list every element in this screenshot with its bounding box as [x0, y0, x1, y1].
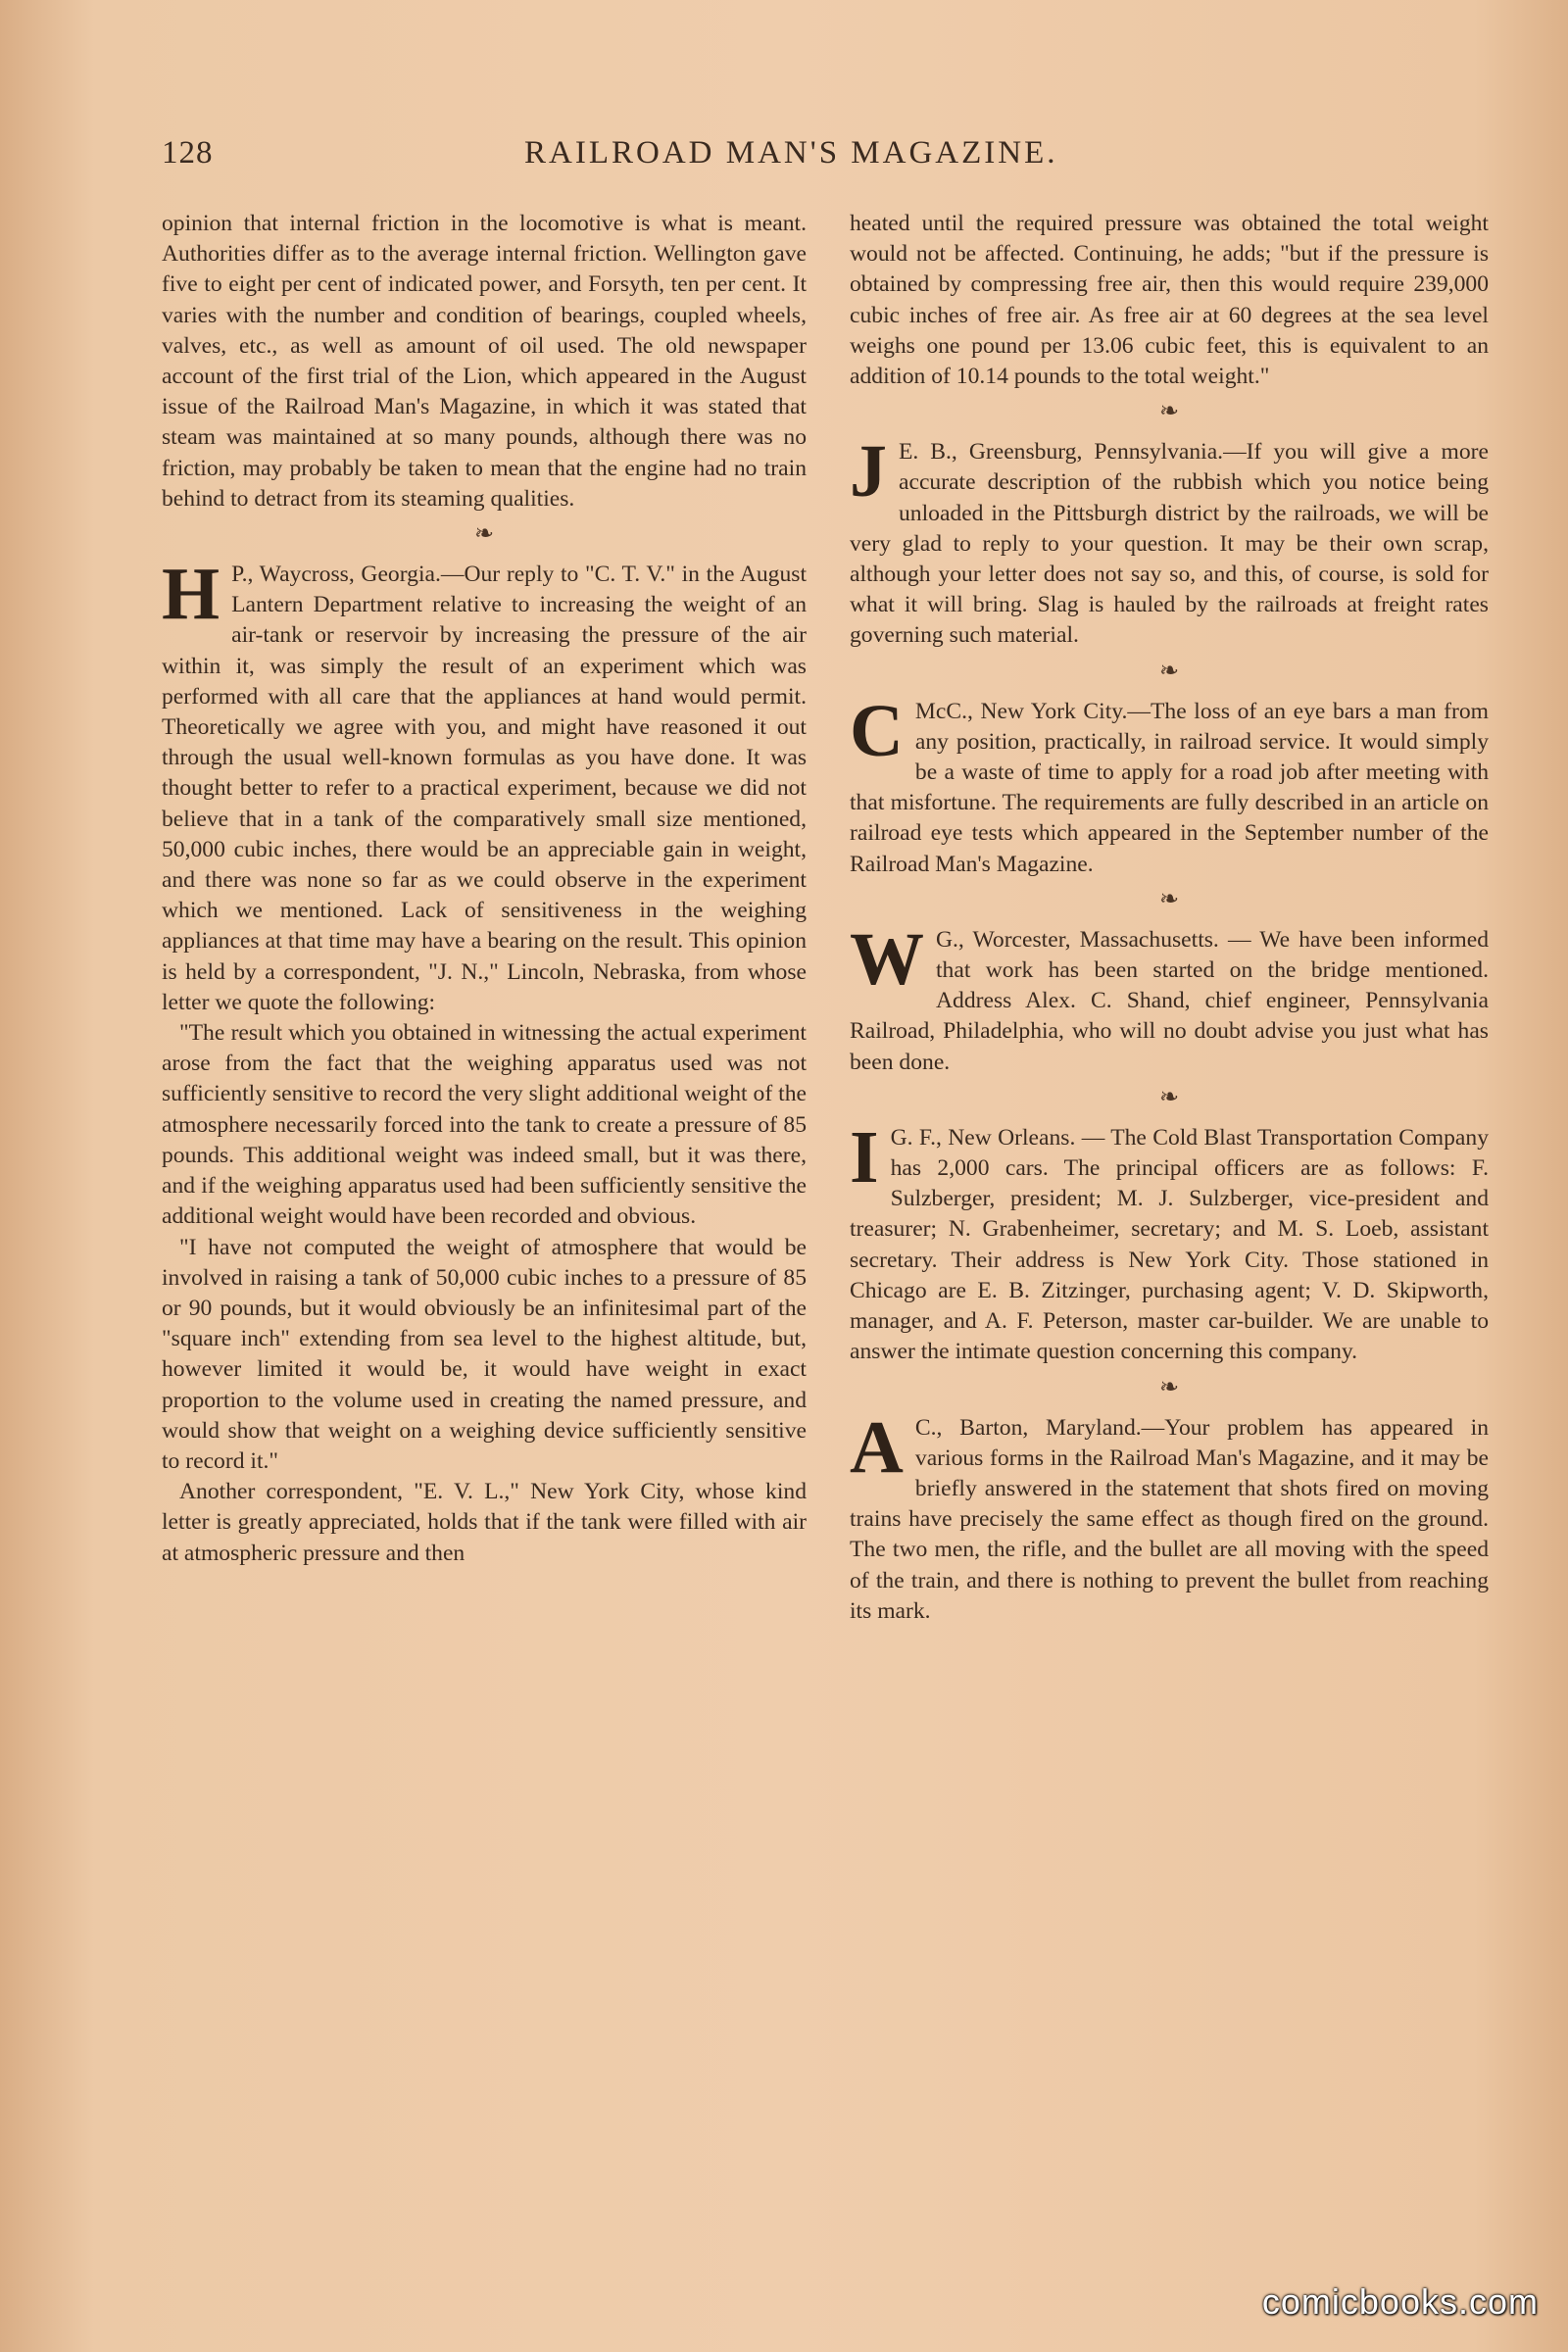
entry-text: E. B., Greensburg, Pennsylvania.—If you will give a more accurate description of the rubbish which you notice being unloaded in the Pittsburgh district by the railroads, we will be very glad to reply to your question. It may be their own scrap, although your letter does not say so, and this, of course, is sold for what it will bring. Slag is hauled by the railroads at freight rates governing such material. [850, 439, 1489, 649]
dropcap: A [850, 1405, 904, 1489]
answer-entry [850, 917, 1489, 1078]
right-column [850, 209, 1489, 1627]
answer-entry [850, 430, 1489, 651]
entry-text: McC., New York City.—The loss of an eye bars a man from any position, practically, in railroad service. It would simply be a waste of time to apply for a road job after meeting with that misfortune. The requirements are fully described in an article on railroad eye tests which appeared in the September number of the Railroad Man's Magazine. [850, 698, 1489, 877]
opening-paragraph: opinion that internal friction in the locomotive is what is meant. Authorities differ as to the average internal friction. Wellington gave five to eight per cent of indicated power, and Forsyth, ten per cent. It varies with the number and condition of bearings, coupled wheels, valves, etc., as well as amount of oil used. The old newspaper account of the first trial of the Lion, which appeared in the August issue of the Railroad Man's Magazine, in which it was stated that steam was maintained at so many pounds, although there was no friction, may probably be taken to mean that the engine had no train behind to detract from its steaming qualities. [162, 211, 807, 512]
entry-text: G. F., New Orleans. — The Cold Blast Transportation Company has 2,000 cars. The principal officers are as follows: F. Sulzberger, president; M. J. Sulzberger, vice-president and treasurer; N. Grabenheimer, secretary; and M. S. Loeb, assistant secretary. Their address is New York City. Those stationed in Chicago are E. B. Zitzinger, purchasing agent; V. D. Skipworth, manager, and A. F. Peterson, master car-builder. We are unable to answer the intimate question concerning this company. [850, 1124, 1489, 1365]
leaf-ornament-separator: ❧ [1158, 1374, 1180, 1400]
page-header [162, 129, 1450, 178]
entry-text: G., Worcester, Massachusetts. — We have been informed that work has been started on the bridge mentioned. Address Alex. C. Shand, chief engineer, Pennsylvania Railroad, Philadelphia, who will no doubt advise you just what has been done. [850, 926, 1489, 1075]
page-number: 128 [162, 135, 214, 171]
dropcap: I [850, 1115, 879, 1199]
leaf-ornament-separator: ❧ [1158, 886, 1180, 912]
answer-entry [850, 1115, 1489, 1368]
leaf-ornament-separator: ❧ [1158, 658, 1180, 684]
running-head: RAILROAD MAN'S MAGAZINE. [524, 135, 1058, 171]
leaf-ornament-separator: ❧ [1158, 399, 1180, 425]
answer-entry [850, 1405, 1489, 1627]
answer-entry [850, 689, 1489, 880]
entry-text: P., Waycross, Georgia.—Our reply to "C. T. V." in the August Lantern Department relative to increasing the weight of an air-tank or reservoir by increasing the pressure of the air within it, was simply the result of an experiment which was performed with all care that the appliances at hand would permit. Theoretically we agree with you, and might have reasoned it out through the usual well-known formulas as you have done. It was thought better to refer to a practical experiment, because we did not believe that in a tank of the comparatively small size mentioned, 50,000 cubic inches, there would be an appreciable gain in weight, and there was none so far as we could observe in the experiment which we mentioned. Lack of sensitiveness in the weighing appliances at that time may have a bearing on the result. This opinion is held by a correspondent, "J. N.," Lincoln, Nebraska, from whose letter we quote the following: [162, 562, 807, 1015]
quote-paragraph: "The result which you obtained in witnessing the actual experiment arose from the fact that the weighing apparatus used was not sufficiently sensitive to record the very slight additional weight of the atmosphere necessarily forced into the tank to create a pressure of 85 pounds. This additional weight was indeed small, but it was there, and if the weighing apparatus used had been sufficiently sensitive the additional weight would have been recorded and obvious. [162, 1020, 807, 1230]
dropcap: W [850, 917, 924, 1001]
quote-paragraph: "I have not computed the weight of atmosphere that would be involved in raising a tank of 50,000 cubic inches to a pressure of 85 or 90 pounds, but it would obviously be an infinitesimal part of the "square inch" extending from sea level to the highest altitude, but, however limited it would be, it would have weight in exact proportion to the volume used in creating the named pressure, and would show that weight on a weighing device sufficiently sensitive to record it." [162, 1234, 807, 1474]
dropcap: J [850, 430, 887, 514]
dropcap: C [850, 689, 904, 772]
closing-paragraph: Another correspondent, "E. V. L.," New York City, whose kind letter is greatly appreciated, holds that if the tank were filled with air at atmospheric pressure and then [162, 1479, 807, 1566]
leaf-ornament-separator: ❧ [473, 521, 495, 548]
dropcap: H [162, 553, 220, 636]
leaf-ornament-separator: ❧ [1158, 1084, 1180, 1110]
left-column [162, 209, 807, 1569]
continuation-paragraph: heated until the required pressure was obtained the total weight would not be affected. Continuing, he adds; "but if the pressure is obtained by compressing free air, then this would require 239,000 cubic inches of free air. As free air at 60 degrees at the sea level weighs one pound per 13.06 cubic feet, this is equivalent to an addition of 10.14 pounds to the total weight." [850, 211, 1489, 390]
site-watermark: comicbooks.com [1261, 2281, 1539, 2322]
answer-entry-hp [162, 553, 807, 1018]
entry-text: C., Barton, Maryland.—Your problem has appeared in various forms in the Railroad Man's Magazine, and it may be briefly answered in the statement that shots fired on moving trains have precisely the same effect as though fired on the ground. The two men, the rifle, and the bullet are all moving with the speed of the train, and there is nothing to prevent the bullet from reaching its mark. [850, 1414, 1489, 1624]
